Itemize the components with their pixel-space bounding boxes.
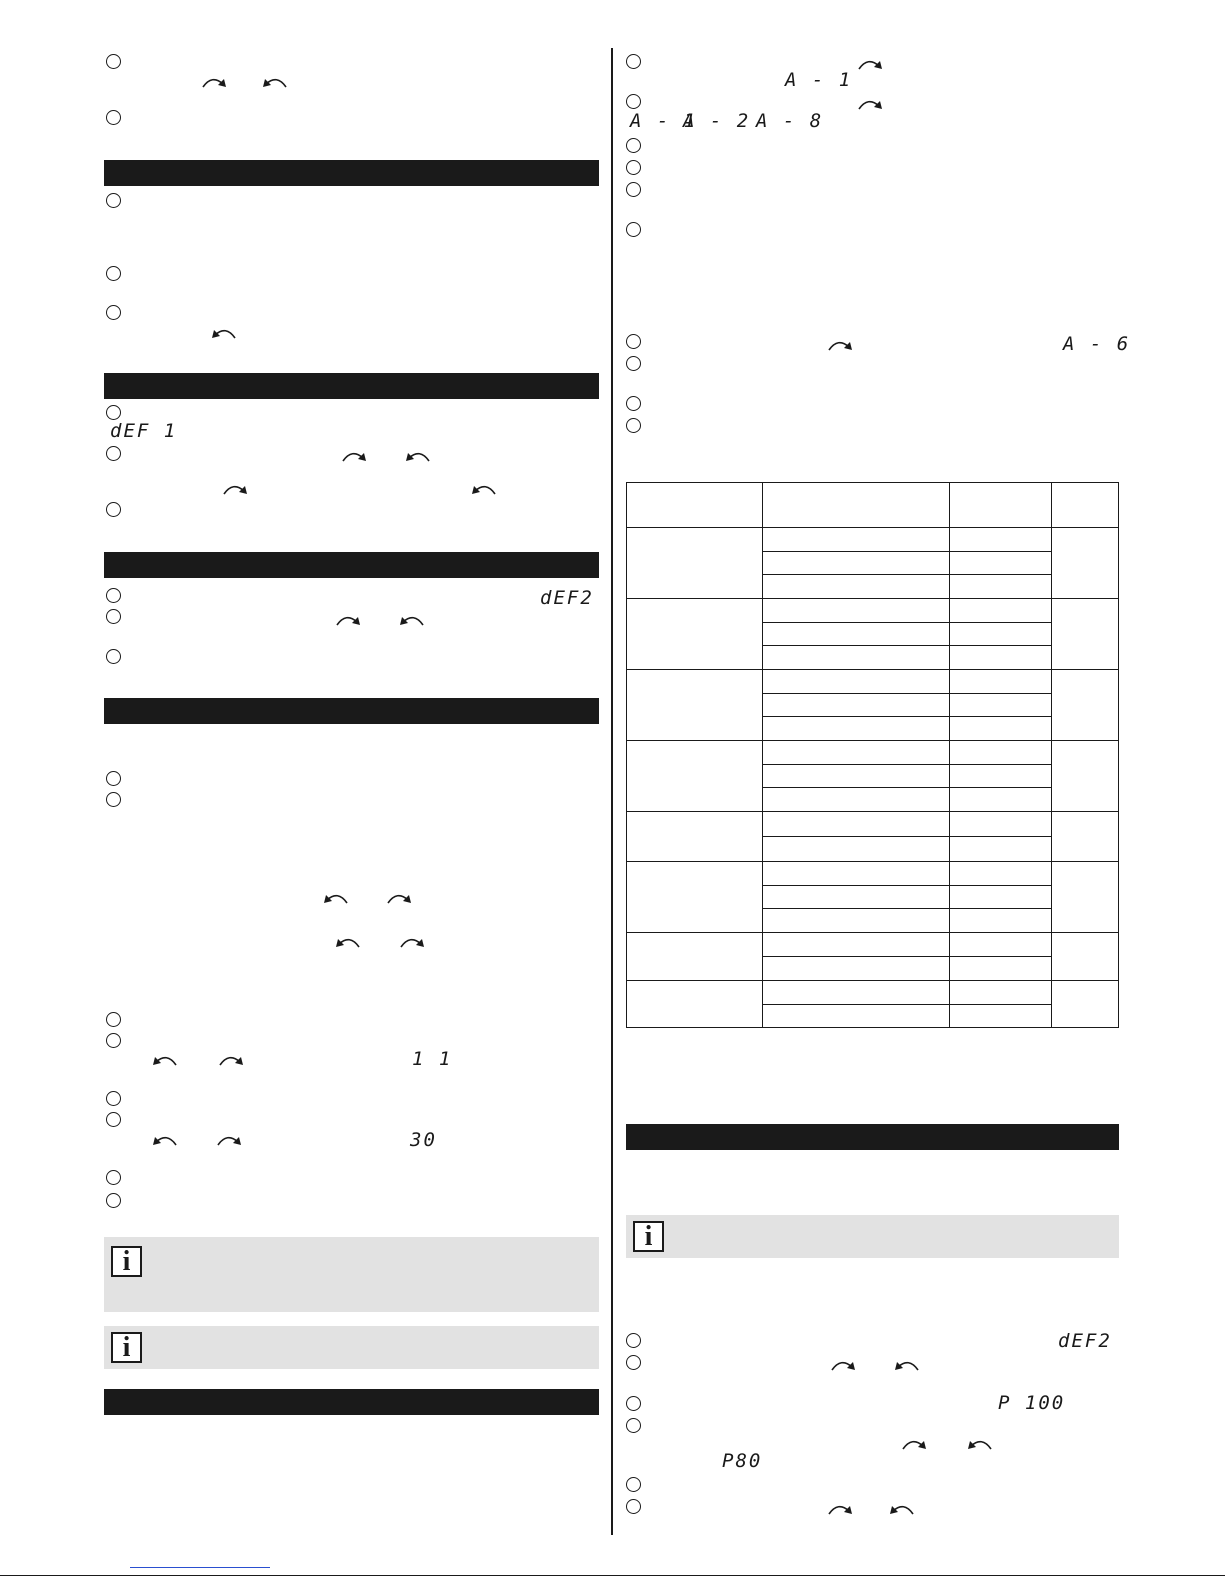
section-header-bar	[104, 552, 599, 578]
display-code-a1-list: A - 1	[630, 110, 698, 132]
counterclockwise-arrow-icon	[398, 611, 426, 627]
counterclockwise-arrow-icon	[210, 324, 238, 340]
display-code-a6: A - 6	[1063, 333, 1131, 355]
counterclockwise-arrow-icon	[151, 1131, 179, 1147]
table-header-row	[627, 483, 1119, 528]
display-code-a2-list: A - 2	[683, 110, 751, 132]
clockwise-arrow-icon	[900, 1435, 928, 1451]
step-marker	[626, 222, 641, 237]
table-row	[627, 981, 1119, 1005]
display-code-def2: dEF2	[1058, 1330, 1112, 1352]
section-header-bar	[104, 160, 599, 186]
clockwise-arrow-icon	[221, 480, 249, 496]
step-marker	[626, 1355, 641, 1370]
table-row	[627, 670, 1119, 694]
step-marker	[106, 1012, 121, 1027]
step-marker	[626, 1477, 641, 1492]
clockwise-arrow-icon	[856, 95, 884, 111]
clockwise-arrow-icon	[856, 55, 884, 71]
step-marker	[626, 160, 641, 175]
display-code-p80: P80	[722, 1450, 763, 1472]
display-code-def2: dEF2	[540, 587, 594, 609]
table-row	[627, 528, 1119, 552]
table-row	[627, 812, 1119, 837]
counterclockwise-arrow-icon	[261, 73, 289, 89]
step-marker	[106, 588, 121, 603]
info-icon: i	[111, 1246, 142, 1277]
clockwise-arrow-icon	[829, 1356, 857, 1372]
step-marker	[626, 1418, 641, 1433]
step-marker	[106, 446, 121, 461]
section-header-bar	[104, 1389, 599, 1415]
step-marker	[106, 110, 121, 125]
step-marker	[106, 405, 121, 420]
info-note	[104, 1237, 599, 1312]
step-marker	[106, 1170, 121, 1185]
footer-link-underline[interactable]	[130, 1567, 270, 1568]
counterclockwise-arrow-icon	[893, 1356, 921, 1372]
clockwise-arrow-icon	[826, 336, 854, 352]
step-marker	[626, 1333, 641, 1348]
step-marker	[106, 305, 121, 320]
display-code-a8-list: A - 8	[756, 110, 824, 132]
table-row	[627, 741, 1119, 765]
counterclockwise-arrow-icon	[151, 1051, 179, 1067]
display-code-a1: A - 1	[785, 69, 853, 91]
info-icon: i	[633, 1221, 664, 1252]
clockwise-arrow-icon	[334, 611, 362, 627]
display-code-def1: dEF 1	[110, 420, 178, 442]
step-marker	[106, 1091, 121, 1106]
step-marker	[626, 334, 641, 349]
footer-rule	[0, 1575, 1225, 1576]
step-marker	[626, 182, 641, 197]
step-marker	[106, 1193, 121, 1208]
step-marker	[626, 396, 641, 411]
counterclockwise-arrow-icon	[334, 933, 362, 949]
section-header-bar	[626, 1124, 1119, 1150]
section-header-bar	[104, 373, 599, 399]
step-marker	[626, 54, 641, 69]
step-marker	[106, 1033, 121, 1048]
display-value-30: 30	[410, 1129, 437, 1151]
display-value-11: 1 1	[412, 1048, 453, 1070]
display-code-p100: P 100	[998, 1392, 1066, 1414]
section-header-bar	[104, 698, 599, 724]
step-marker	[106, 54, 121, 69]
step-marker	[106, 649, 121, 664]
clockwise-arrow-icon	[217, 1051, 245, 1067]
step-marker	[626, 94, 641, 109]
table-row	[627, 933, 1119, 957]
step-marker	[106, 193, 121, 208]
clockwise-arrow-icon	[340, 447, 368, 463]
column-divider	[611, 48, 613, 1535]
counterclockwise-arrow-icon	[966, 1435, 994, 1451]
clockwise-arrow-icon	[215, 1131, 243, 1147]
clockwise-arrow-icon	[200, 73, 228, 89]
step-marker	[106, 792, 121, 807]
specification-table	[626, 482, 1119, 1028]
clockwise-arrow-icon	[385, 889, 413, 905]
clockwise-arrow-icon	[826, 1500, 854, 1516]
table-row	[627, 599, 1119, 623]
info-icon: i	[111, 1332, 142, 1363]
info-note	[626, 1215, 1119, 1258]
info-note	[104, 1326, 599, 1369]
step-marker	[106, 266, 121, 281]
counterclockwise-arrow-icon	[888, 1500, 916, 1516]
step-marker	[626, 356, 641, 371]
counterclockwise-arrow-icon	[404, 447, 432, 463]
step-marker	[626, 1499, 641, 1514]
step-marker	[626, 1396, 641, 1411]
step-marker	[626, 138, 641, 153]
clockwise-arrow-icon	[398, 933, 426, 949]
step-marker	[106, 1112, 121, 1127]
counterclockwise-arrow-icon	[470, 480, 498, 496]
step-marker	[106, 609, 121, 624]
counterclockwise-arrow-icon	[322, 889, 350, 905]
step-marker	[106, 771, 121, 786]
table-row	[627, 862, 1119, 886]
step-marker	[106, 502, 121, 517]
step-marker	[626, 418, 641, 433]
